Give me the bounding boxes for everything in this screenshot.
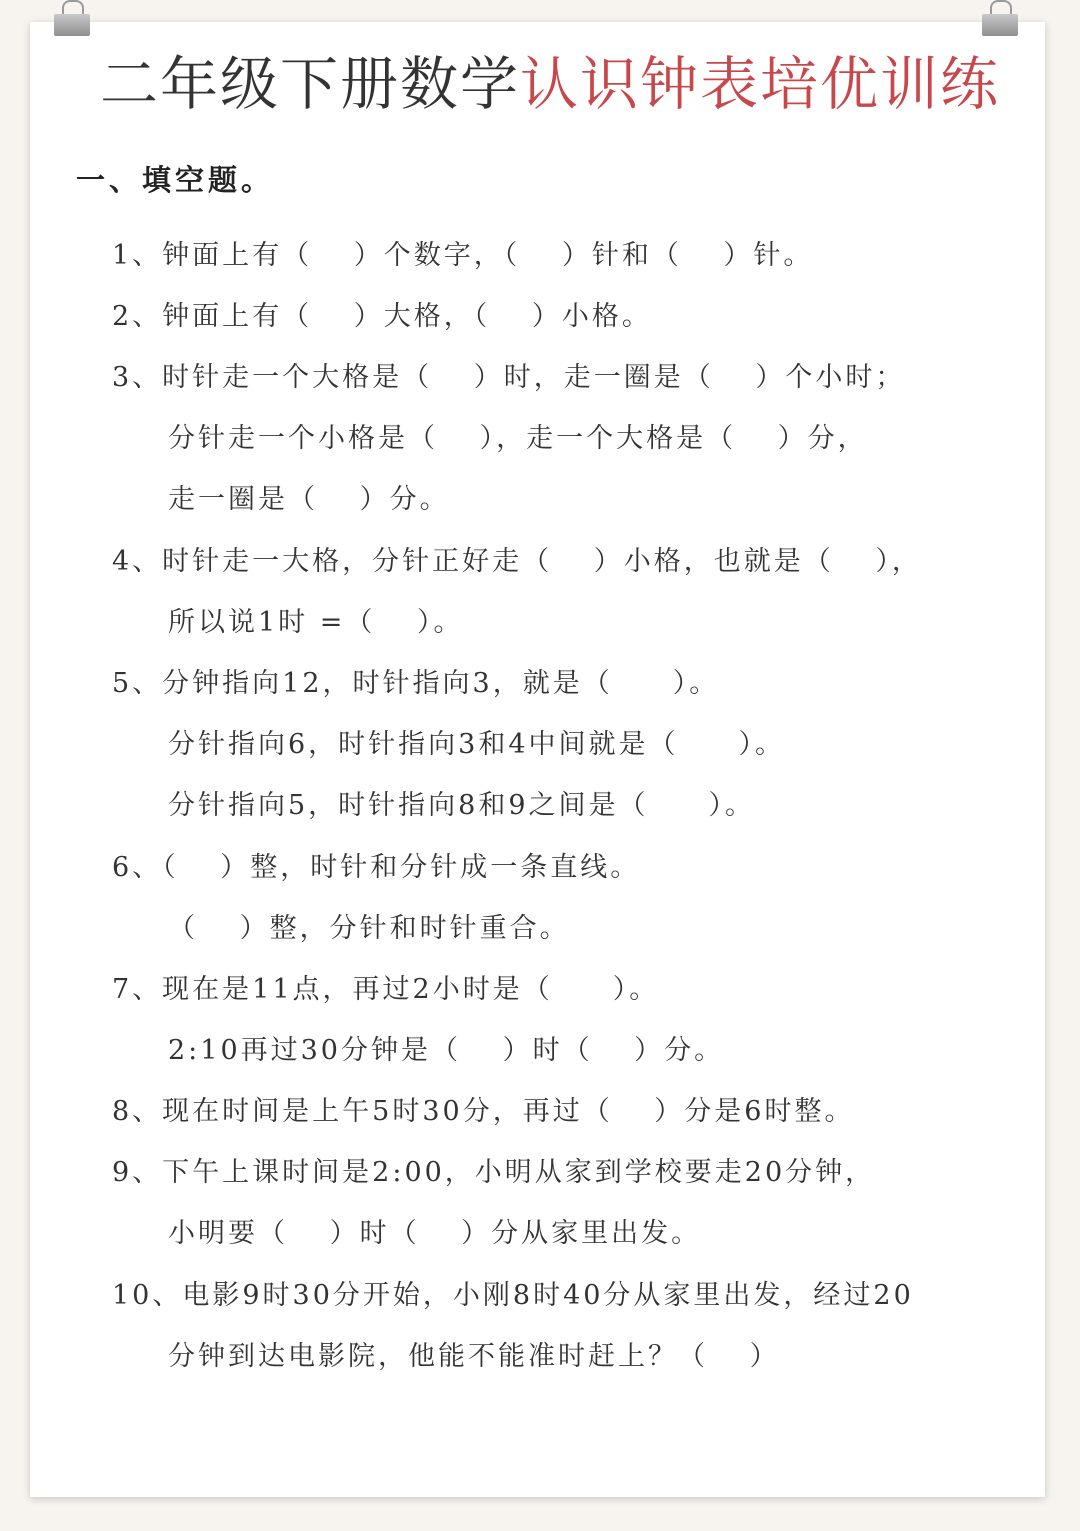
question-3-line-2: 分针走一个小格是（ ），走一个大格是（ ）分， <box>168 423 868 454</box>
question-2-line-1: 2、钟面上有（ ）大格，（ ）小格。 <box>112 301 652 332</box>
question-7-line-2: 2:10再过30分钟是（ ）时（ ）分。 <box>168 1035 725 1066</box>
question-1-line-1: 1、钟面上有（ ）个数字，（ ）针和（ ）针。 <box>112 240 814 271</box>
question-3-line-1: 3、时针走一个大格是（ ）时，走一圈是（ ）个小时； <box>112 362 906 393</box>
question-5-line-1: 5、分钟指向12，时针指向3，就是（ ）。 <box>112 668 720 699</box>
title-part-grade: 二年级下册数学 <box>100 50 521 118</box>
question-10-line-2: 分钟到达电影院，他能不能准时赶上？（ ） <box>168 1341 780 1372</box>
question-9-line-2: 小明要（ ）时（ ）分从家里出发。 <box>168 1218 702 1249</box>
question-6-line-1: 6、（ ）整，时针和分针成一条直线。 <box>112 852 641 883</box>
question-3-line-3: 走一圈是（ ）分。 <box>168 484 450 515</box>
question-4-line-1: 4、时针走一大格，分针正好走（ ）小格，也就是（ ）， <box>112 546 922 577</box>
question-10-line-1: 10、电影9时30分开始，小刚8时40分从家里出发，经过20 <box>112 1280 914 1311</box>
question-8-line-1: 8、现在时间是上午5时30分，再过（ ）分是6时整。 <box>112 1096 855 1127</box>
question-9-line-1: 9、下午上课时间是2:00，小明从家到学校要走20分钟， <box>112 1157 876 1188</box>
page-title <box>100 48 1040 120</box>
question-4-line-2: 所以说1时 =（ ）。 <box>168 607 464 638</box>
binder-clip-icon <box>978 0 1022 42</box>
title-part-topic: 认识钟表培优训练 <box>520 50 1001 118</box>
question-6-line-2: （ ）整，分针和时针重合。 <box>168 913 570 944</box>
question-5-line-2: 分针指向6，时针指向3和4中间就是（ ）。 <box>168 729 786 760</box>
binder-clip-icon <box>50 0 94 42</box>
question-5-line-3: 分针指向5，时针指向8和9之间是（ ）。 <box>168 790 756 821</box>
question-7-line-1: 7、现在是11点，再过2小时是（ ）。 <box>112 974 660 1005</box>
section-heading: 一、填空题。 <box>76 163 275 197</box>
